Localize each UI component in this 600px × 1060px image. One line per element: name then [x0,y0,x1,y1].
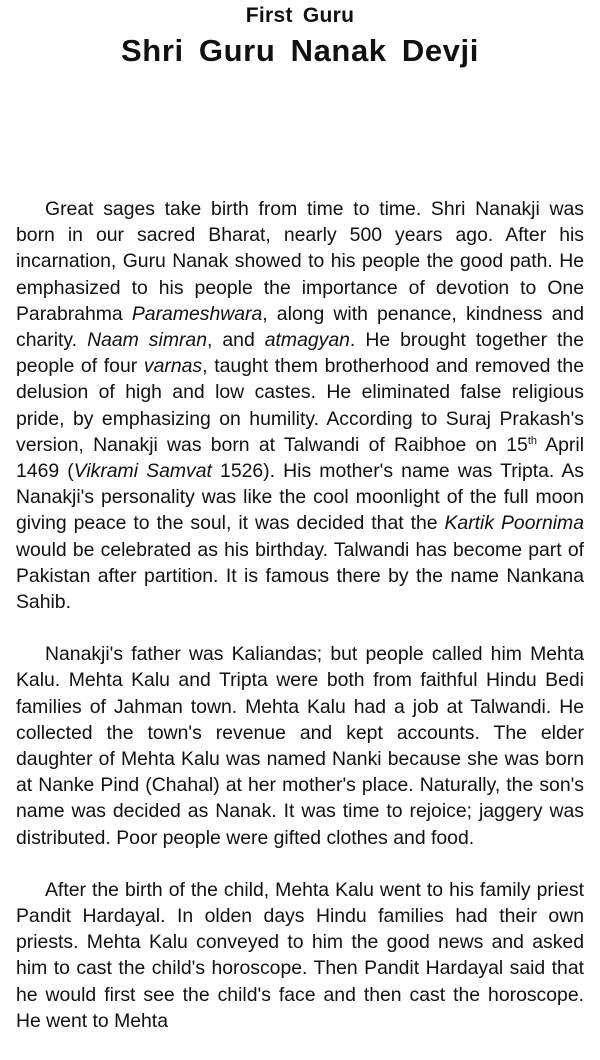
body-text [16,196,584,1060]
text-run: , and [207,329,265,352]
text-run: 1526). His mother's name was Tripta. As Nanakji's personality was like the cool moonlight of the full moon giving peace to the soul, it was decided that the [16,460,585,535]
text-run: would be celebrated as his birthday. Talwandi has become part of Pakistan after partition. It is famous there by the name Nankana Sahib. [16,538,584,614]
text-run: , along with penance, kindness and charity. [16,302,584,352]
paragraph-2 [16,641,584,851]
ordinal-suffix: th [527,434,538,447]
text-run: Nanakji's father was Kaliandas; but people called him Mehta Kalu. Mehta Kalu and Tripta were both from faithful Hindu Bedi families of Jahman town. Mehta Kalu had a job at Talwandi. He collected the town's revenue and kept accounts. The elder daughter of Mehta Kalu was named Nanki because she was born at Nanke Pind (Chahal) at her mother's place. Naturally, the son's name was decided as Nanak. It was time to rejoice; jaggery was distributed. Poor people were gifted clothes and food. [16,643,584,849]
chapter-subtitle: First Guru [245,4,355,27]
italic-term: varnas [143,355,203,378]
italic-term: atmagyan [264,329,350,352]
text-run: . He brought together the people of four [16,329,585,378]
italic-term: Vikrami Samvat [73,460,212,483]
paragraph-1 [16,196,584,615]
text-run: April 1469 ( [16,433,585,483]
chapter-title: Shri Guru Nanak Devji [121,33,479,68]
italic-term: Parameshwara [131,302,263,325]
text-run: , taught them brotherhood and removed the delusion of high and low castes. He eliminated false religious pride, by emphasizing on humility. According to Suraj Prakash's version, Nanakji was born at Talwandi of Raibhoe on 15 [16,355,584,456]
text-run: Great sages take birth from time to time. Shri Nanakji was born in our sacred Bharat, nearly 500 years ago. After his incarnation, Guru Nanak showed to his people the good path. He emphasized to his people the importance of devotion to One Parabrahma [16,198,584,325]
italic-term: Naam simran [87,329,207,352]
italic-term: Kartik Poornima [444,512,584,535]
text-run: After the birth of the child, Mehta Kalu went to his family priest Pandit Hardayal. In olden days Hindu families had their own priests. Mehta Kalu conveyed to him the good news and asked him to cast the child's horoscope. Then Pandit Hardayal said that he would first see the child's face and then cast the horoscope. He went to Mehta [16,878,584,1032]
paragraph-3 [16,877,584,1034]
